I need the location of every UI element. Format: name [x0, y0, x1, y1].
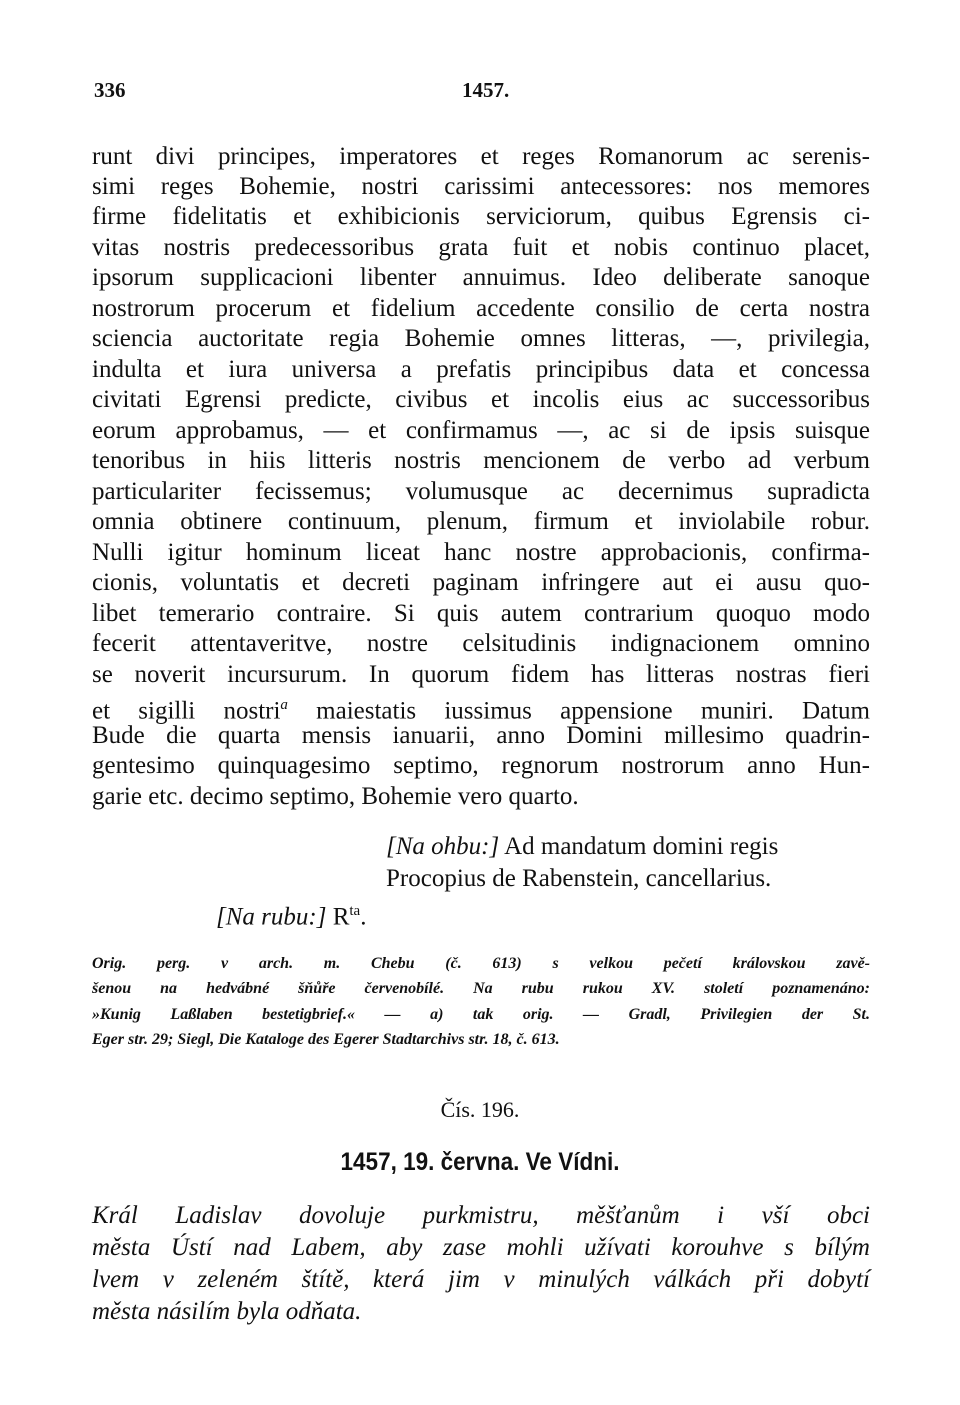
note-line: Eger str. 29; Siegl, Die Kataloge des Egerer Stadtarchivs str. 18, č. 613. [92, 1031, 560, 1048]
summary-line: města Ústí nad Labem, aby zase mohli užívati korouhve s bílým [92, 1234, 870, 1261]
text-line: ipsorum supplicacioni libenter annuimus. Ideo deliberate sanoque [92, 264, 870, 291]
text-line: indulta et iura universa a prefatis principibus data et concessa [92, 356, 870, 383]
chancellor-line: Procopius de Rabenstein, cancellarius. [386, 865, 772, 892]
text-line: omnia obtinere continuum, plenum, firmum et inviolabile robur. [92, 508, 870, 535]
text-segment: maiestatis iussimus appensione muniri. Datum [287, 697, 871, 725]
text-line: gentesimo quinquagesimo septimo, regnorum nostrorum anno Hun- [92, 752, 870, 779]
rubu-dot: . [360, 903, 367, 931]
summary-line: Král Ladislav dovoluje purkmistru, měšťanům i vší obci [92, 1202, 870, 1229]
text-line: firme fidelitatis et exhibicionis serviciorum, quibus Egrensis ci- [92, 203, 870, 230]
ohbu-label: [Na ohbu:] [386, 833, 500, 860]
text-line: nostrorum procerum et fidelium accedente consilio de certa nostra [92, 295, 870, 322]
text-line: se noverit incursurum. In quorum fidem has litteras nostras fieri [92, 661, 870, 688]
text-line: libet temerario contraire. Si quis autem contrarium quoquo modo [92, 600, 870, 627]
text-line: sciencia auctoritate regia Bohemie omnes litteras, —, privilegia, [92, 325, 870, 352]
note-line: šenou na hedvábné šňůře červenobílé. Na rubu rukou XV. století poznamenáno: [92, 980, 870, 997]
text-line [92, 690, 871, 725]
note-line: »Kunig Laßlaben bestetigbrief.« — a) tak orig. — Gradl, Privilegien der St. [92, 1006, 870, 1023]
rubu-label: [Na rubu:] [216, 903, 327, 931]
text-line: Nulli igitur hominum liceat hanc nostre approbacionis, confirma- [92, 539, 870, 566]
text-segment: et sigilli nostri [92, 697, 281, 725]
document-number: Čís. 196. [440, 1097, 520, 1122]
running-head-year: 1457. [462, 78, 510, 102]
signature-ohbu [386, 832, 778, 862]
text-line: vitas nostris predecessoribus grata fuit et nobis continuo placet, [92, 234, 870, 261]
text-line: civitati Egrensi predicte, civibus et incolis eius ac successoribus [92, 386, 870, 413]
text-line: runt divi principes, imperatores et reges Romanorum ac serenis- [92, 143, 870, 170]
text-line: eorum approbamus, — et confirmamus —, ac si de ipsis suisque [92, 417, 870, 444]
summary-line: lvem v zeleném štítě, která jim v minulých válkách při dobytí [92, 1266, 870, 1293]
text-line: cionis, voluntatis et decreti paginam infringere aut ei ausu quo- [92, 569, 870, 596]
text-line: Bude die quarta mensis ianuarii, anno Domini millesimo quadrin- [92, 722, 870, 749]
rubu-superscript: ta [349, 903, 361, 919]
ohbu-text: Ad mandatum domini regis [499, 833, 779, 860]
summary-line: města násilím byla odňata. [92, 1298, 362, 1325]
note-line: Orig. perg. v arch. m. Chebu (č. 613) s velkou pečetí královskou zavě- [92, 955, 870, 972]
footnote-marker: a [280, 697, 288, 713]
signature-rubu [216, 896, 366, 932]
rubu-mark: R [326, 903, 350, 931]
text-line: particulariter fecissemus; volumusque ac decernimus supradicta [92, 478, 870, 505]
text-line: simi reges Bohemie, nostri carissimi antecessores: nos memores [92, 173, 870, 200]
text-line: fecerit attentaveritve, nostre celsitudinis indignacionem omnino [92, 630, 870, 657]
text-line: tenoribus in hiis litteris nostris mencionem de verbo ad verbum [92, 447, 870, 474]
text-line: garie etc. decimo septimo, Bohemie vero quarto. [92, 783, 579, 810]
page-number: 336 [94, 78, 126, 102]
document-date-heading: 1457, 19. června. Ve Vídni. [340, 1148, 620, 1176]
